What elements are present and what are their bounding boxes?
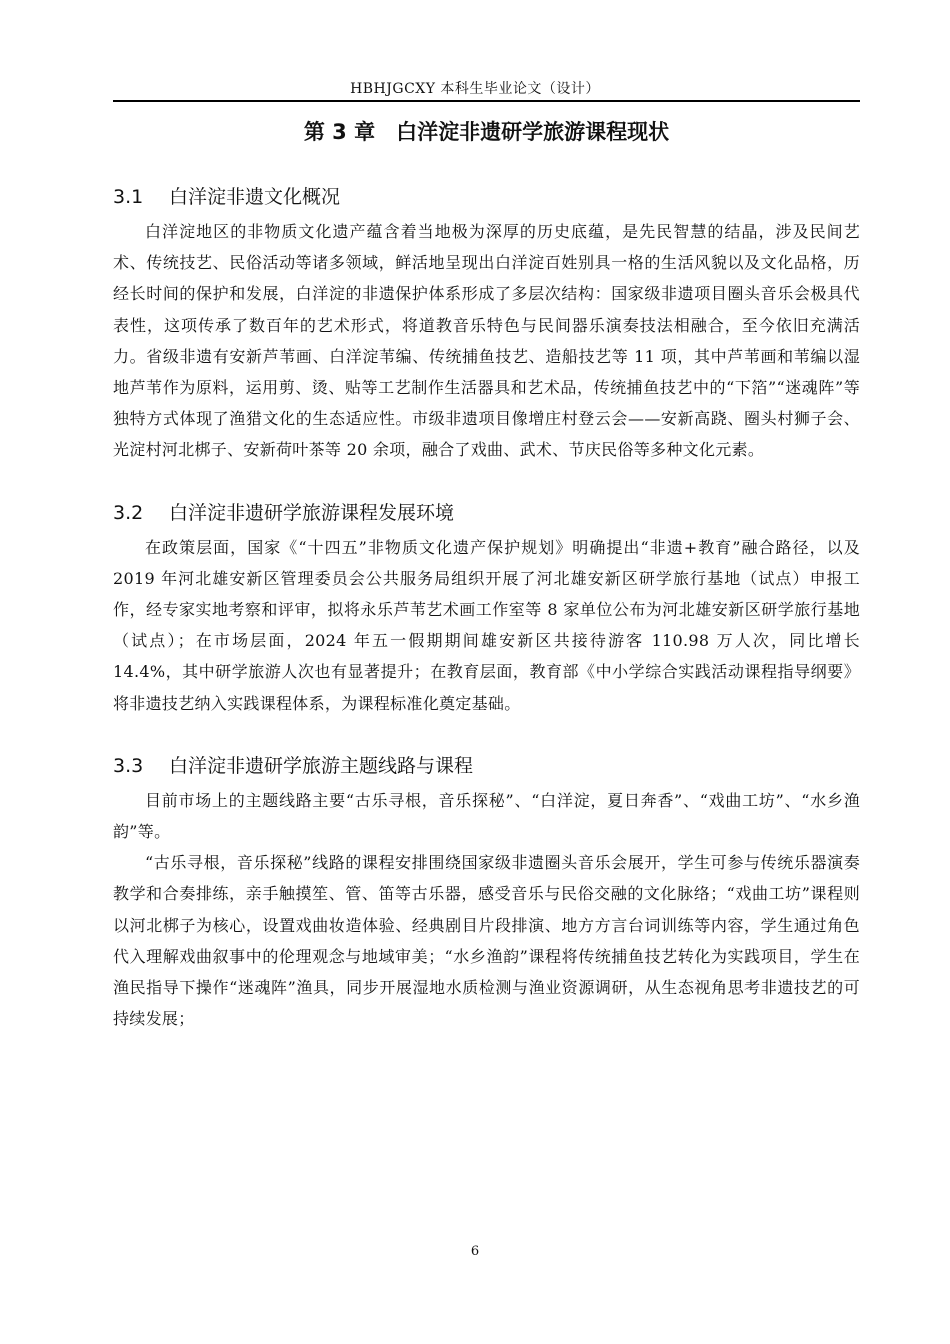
chapter-title: 第 3 章 白洋淀非遗研学旅游课程现状: [303, 120, 670, 144]
section-title: 白洋淀非遗文化概况: [169, 186, 341, 208]
header-rule: [113, 100, 860, 102]
paragraph: 在政策层面，国家《“十四五”非物质文化遗产保护规划》明确提出“非遗+教育”融合路径，以及 2019 年河北雄安新区管理委员会公共服务局组织开展了河北雄安新区研学旅行基地（试点）申报工作，经专家实地考察和评审，拟将永乐芦苇艺术画工作室等 8 家单位公布为河北雄安新区研学旅行基地（试点）；在市场层面，2024 年五一假期期间雄安新区共接待游客 110.98 万人次，同比增长 14.4%，其中研学旅游人次也有显著提升；在教育层面，教育部《中小学综合实践活动课程指导纲要》将非遗技艺纳入实践课程体系，为课程标准化奠定基础。: [113, 537, 860, 713]
section-heading-3-3: [113, 749, 860, 783]
section-heading-3-1: [113, 180, 860, 214]
paragraph: 目前市场上的主题线路主要“古乐寻根，音乐探秘”、“白洋淀，夏日奔香”、“戏曲工坊”、“水乡渔韵”等。: [113, 790, 860, 842]
page-content: [113, 112, 860, 1034]
section-title: 白洋淀非遗研学旅游课程发展环境: [169, 501, 455, 524]
section-number: 3.2: [113, 501, 144, 524]
paragraph: “古乐寻根，音乐探秘”线路的课程安排围绕国家级非遗圈头音乐会展开，学生可参与传统乐器演奏教学和合奏排练，亲手触摸笙、管、笛等古乐器，感受音乐与民俗交融的文化脉络；“戏曲工坊”课程则以河北梆子为核心，设置戏曲妆造体验、经典剧目片段排演、地方方言台词训练等内容，学生通过角色代入理解戏曲叙事中的伦理观念与地域审美；“水乡渔韵”课程将传统捕鱼技艺转化为实践项目，学生在渔民指导下操作“迷魂阵”渔具，同步开展湿地水质检测与渔业资源调研，从生态视角思考非遗技艺的可持续发展；: [113, 853, 860, 1029]
running-header: HBHJGCXY 本科生毕业论文（设计）: [350, 81, 600, 97]
section-number: 3.1: [113, 186, 144, 208]
section-heading-3-2: [113, 496, 860, 530]
paragraph: 白洋淀地区的非物质文化遗产蕴含着当地极为深厚的历史底蕴，是先民智慧的结晶，涉及民间艺术、传统技艺、民俗活动等诸多领域，鲜活地呈现出白洋淀百姓别具一格的生活风貌以及文化品格，历经长时间的保护和发展，白洋淀的非遗保护体系形成了多层次结构：国家级非遗项目圈头音乐会极具代表性，这项传承了数百年的艺术形式，将道教音乐特色与民间器乐演奏技法相融合，至今依旧充满活力。省级非遗有安新芦苇画、白洋淀苇编、传统捕鱼技艺、造船技艺等 11 项，其中芦苇画和苇编以湿地芦苇作为原料，运用剪、烫、贴等工艺制作生活器具和艺术品，传统捕鱼技艺中的“下箔”“迷魂阵”等独特方式体现了渔猎文化的生态适应性。市级非遗项目像增庄村登云会——安新高跷、圈头村狮子会、光淀村河北梆子、安新荷叶茶等 20 余项，融合了戏曲、武术、节庆民俗等多种文化元素。: [113, 222, 860, 460]
section-number: 3.3: [113, 754, 144, 777]
page-number: 6: [470, 1244, 480, 1259]
section-title: 白洋淀非遗研学旅游主题线路与课程: [169, 754, 474, 777]
